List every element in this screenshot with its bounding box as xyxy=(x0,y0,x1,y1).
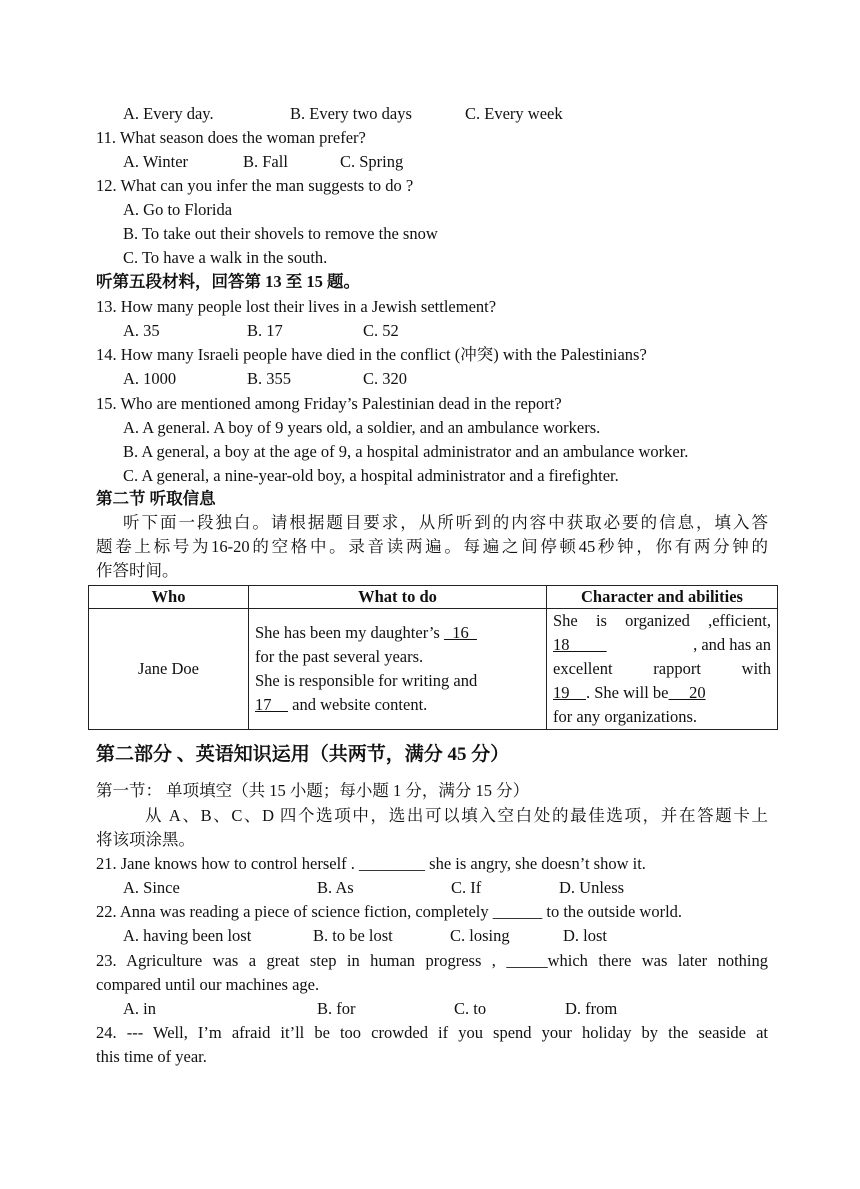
q11-option-c: C. Spring xyxy=(340,152,404,171)
q21-stem: 21. Jane knows how to control herself . ________ she is angry, she doesn’t show it. xyxy=(96,854,646,873)
table-row xyxy=(89,609,778,730)
q22-option-c: C. losing xyxy=(450,926,510,945)
blank-17: 17 xyxy=(255,695,288,714)
q22-option-b: B. to be lost xyxy=(313,926,393,945)
info-table xyxy=(88,585,778,730)
header-what-to-do: What to do xyxy=(249,586,547,609)
q21-option-b: B. As xyxy=(317,878,354,897)
part2-section1-instruction-line1: 从 A、B、C、D 四个选项中，选出可以填入空白处的最佳选项，并在答题卡上 xyxy=(145,806,768,825)
q12-option-b: B. To take out their shovels to remove the snow xyxy=(123,224,438,243)
q15-stem: 15. Who are mentioned among Friday’s Palestinian dead in the report? xyxy=(96,394,562,413)
q14-option-c: C. 320 xyxy=(363,369,408,388)
listening-section2-instruction-line1: 听下面一段独白。请根据题目要求，从所听到的内容中获取必要的信息，填入答 xyxy=(123,513,768,532)
q10-option-c: C. Every week xyxy=(465,104,563,123)
q22-stem: 22. Anna was reading a piece of science fiction, completely ______ to the outside world. xyxy=(96,902,683,921)
q10-option-b: B. Every two days xyxy=(290,104,412,123)
q13-stem: 13. How many people lost their lives in a Jewish settlement? xyxy=(96,297,497,316)
q14-option-b: B. 355 xyxy=(247,369,292,388)
table-header-row xyxy=(89,586,778,609)
q23-stem-line1: 23. Agriculture was a great step in human progress , _____which there was later nothing xyxy=(96,951,768,970)
listening-section2-title: 第二节 听取信息 xyxy=(96,489,216,508)
q15-option-c: C. A general, a nine-year-old boy, a hospital administrator and a firefighter. xyxy=(123,466,619,485)
cell-who: Jane Doe xyxy=(89,609,249,730)
q12-option-a: A. Go to Florida xyxy=(123,200,233,219)
q12-option-c: C. To have a walk in the south. xyxy=(123,248,328,267)
q21-option-a: A. Since xyxy=(123,878,180,897)
blank-19: 19 xyxy=(553,683,586,702)
header-who: Who xyxy=(89,586,249,609)
cell-what-to-do: She has been my daughter’s 16 for the past several years. She is responsible for writing and 17 and website content. xyxy=(249,609,547,730)
q24-stem-line2: this time of year. xyxy=(96,1047,207,1066)
q21-option-d: D. Unless xyxy=(559,878,625,897)
q22-option-a: A. having been lost xyxy=(123,926,252,945)
q11-option-a: A. Winter xyxy=(123,152,189,171)
q23-option-a: A. in xyxy=(123,999,156,1018)
header-character: Character and abilities xyxy=(547,586,778,609)
part2-title: 第二部分 、英语知识运用（共两节，满分 45 分） xyxy=(96,744,510,765)
q13-option-a: A. 35 xyxy=(123,321,160,340)
q12-stem: 12. What can you infer the man suggests to do ? xyxy=(96,176,414,195)
q23-stem-line2: compared until our machines age. xyxy=(96,975,320,994)
part2-section1-title: 第一节： 单项填空（共 15 小题；每小题 1 分，满分 15 分） xyxy=(96,781,530,800)
q23-option-b: B. for xyxy=(317,999,356,1018)
q15-option-a: A. A general. A boy of 9 years old, a soldier, and an ambulance workers. xyxy=(123,418,601,437)
cell-character: She is organized ,efficient, 18 , and has an excellent rapport with 19 . She will be 20 for any organizations. xyxy=(547,609,778,730)
q14-stem: 14. How many Israeli people have died in the conflict (冲突) with the Palestinians? xyxy=(96,345,647,364)
q11-option-b: B. Fall xyxy=(243,152,288,171)
blank-18: 18 xyxy=(553,635,607,654)
blank-20: 20 xyxy=(668,683,706,702)
q14-option-a: A. 1000 xyxy=(123,369,177,388)
q10-option-a: A. Every day. xyxy=(123,104,214,123)
q15-option-b: B. A general, a boy at the age of 9, a hospital administrator and an ambulance worker. xyxy=(123,442,689,461)
blank-16: 16 xyxy=(443,623,477,642)
q11-stem: 11. What season does the woman prefer? xyxy=(96,128,366,147)
q23-option-c: C. to xyxy=(454,999,487,1018)
q13-option-c: C. 52 xyxy=(363,321,399,340)
q22-option-d: D. lost xyxy=(563,926,608,945)
q24-stem-line1: 24. --- Well, I’m afraid it’ll be too crowded if you spend your holiday by the seaside at xyxy=(96,1023,768,1042)
q13-option-b: B. 17 xyxy=(247,321,283,340)
part2-section1-instruction-line2: 将该项涂黑。 xyxy=(96,830,195,849)
listening-section2-instruction-line3: 作答时间。 xyxy=(96,561,179,580)
q23-option-d: D. from xyxy=(565,999,618,1018)
listening-section2-instruction-line2: 题卷上标号为16-20的空格中。录音读两遍。每遍之间停顿45秒钟，你有两分钟的 xyxy=(96,537,768,556)
section5-heading: 听第五段材料，回答第 13 至 15 题。 xyxy=(96,272,360,291)
q21-option-c: C. If xyxy=(451,878,482,897)
